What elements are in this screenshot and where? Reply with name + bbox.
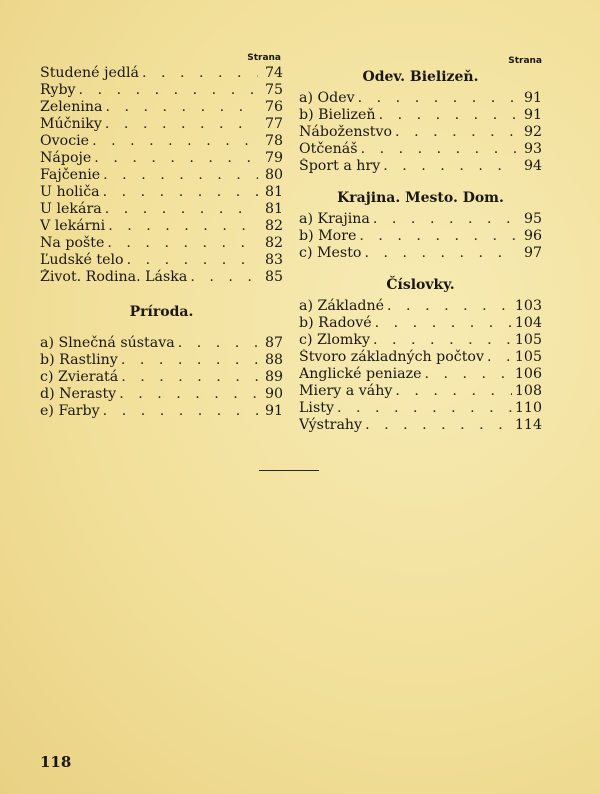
toc-entry bbox=[299, 90, 542, 107]
leader-dots bbox=[142, 65, 258, 82]
toc-entry-page: 91 bbox=[523, 107, 542, 123]
toc-entry bbox=[299, 298, 542, 315]
toc-entry-page: 82 bbox=[264, 218, 283, 234]
toc-entry-label: Anglické peniaze bbox=[299, 366, 422, 382]
toc-entry-label: Múčniky bbox=[40, 116, 102, 132]
toc-entry-label: a) Odev bbox=[299, 90, 355, 106]
leader-dots bbox=[79, 82, 258, 99]
toc-entry-page: 93 bbox=[523, 141, 542, 157]
toc-entry-page: 90 bbox=[264, 386, 283, 402]
toc-entry bbox=[299, 228, 542, 245]
toc-entry-label: b) More bbox=[299, 228, 357, 244]
priroda-list bbox=[40, 335, 283, 420]
leader-dots bbox=[127, 252, 258, 269]
toc-entry bbox=[299, 107, 542, 124]
toc-entry-label: Ľudské telo bbox=[40, 252, 124, 268]
odev-list bbox=[299, 90, 542, 175]
leader-dots bbox=[383, 158, 517, 175]
toc-entry bbox=[40, 184, 283, 201]
toc-entry-label: Náboženstvo bbox=[299, 124, 393, 140]
toc-entry-page: 85 bbox=[264, 269, 283, 285]
toc-entry-page: 79 bbox=[264, 150, 283, 166]
leader-dots bbox=[108, 218, 258, 235]
toc-entry-label: Výstrahy bbox=[299, 417, 363, 433]
leader-dots bbox=[121, 352, 258, 369]
section-title-priroda: Príroda. bbox=[129, 304, 194, 320]
toc-entry bbox=[40, 386, 283, 403]
toc-entry bbox=[299, 400, 542, 417]
toc-entry-label: V lekárni bbox=[40, 218, 106, 234]
toc-entry-page: 108 bbox=[514, 383, 542, 399]
toc-entry-page: 105 bbox=[514, 349, 542, 365]
toc-entry-page: 88 bbox=[264, 352, 283, 368]
toc-entry-label: c) Zlomky bbox=[299, 332, 370, 348]
toc-entry-page: 81 bbox=[264, 184, 283, 200]
toc-entry-label: Listy bbox=[299, 400, 334, 416]
leader-dots bbox=[105, 99, 258, 116]
leader-dots bbox=[379, 107, 517, 124]
toc-entry-page: 110 bbox=[514, 400, 542, 416]
toc-entry-page: 106 bbox=[514, 366, 542, 382]
toc-entry-label: a) Slnečná sústava bbox=[40, 335, 175, 351]
leader-dots bbox=[92, 133, 258, 150]
leader-dots bbox=[487, 349, 512, 366]
leader-dots bbox=[178, 335, 258, 352]
toc-entry-label: Na pošte bbox=[40, 235, 105, 251]
toc-entry bbox=[40, 252, 283, 269]
toc-entry bbox=[40, 218, 283, 235]
leader-dots bbox=[387, 298, 512, 315]
toc-entry-page: 92 bbox=[523, 124, 542, 140]
toc-entry bbox=[40, 269, 283, 286]
left-list bbox=[40, 65, 283, 286]
section-title-krajina: Krajina. Mesto. Dom. bbox=[337, 190, 504, 206]
leader-dots bbox=[373, 211, 517, 228]
toc-entry-page: 96 bbox=[523, 228, 542, 244]
leader-dots bbox=[337, 400, 512, 417]
toc-entry-page: 95 bbox=[523, 211, 542, 227]
toc-entry-page: 105 bbox=[514, 332, 542, 348]
toc-entry-page: 103 bbox=[514, 298, 542, 314]
toc-entry-label: a) Krajina bbox=[299, 211, 370, 227]
left-column bbox=[40, 52, 283, 420]
leader-dots bbox=[94, 150, 258, 167]
section-title-cislovky: Číslovky. bbox=[386, 277, 455, 293]
leader-dots bbox=[105, 116, 258, 133]
toc-entry-label: c) Zvieratá bbox=[40, 369, 119, 385]
leader-dots bbox=[359, 228, 517, 245]
toc-entry-page: 82 bbox=[264, 235, 283, 251]
leader-dots bbox=[119, 386, 258, 403]
leader-dots bbox=[190, 269, 258, 286]
toc-entry-label: c) Mesto bbox=[299, 245, 362, 261]
toc-entry bbox=[40, 335, 283, 352]
right-column bbox=[299, 55, 542, 434]
toc-entry-label: Zelenina bbox=[40, 99, 103, 115]
toc-entry-page: 104 bbox=[514, 315, 542, 331]
toc-entry-label: a) Základné bbox=[299, 298, 385, 314]
leader-dots bbox=[365, 417, 512, 434]
leader-dots bbox=[424, 366, 511, 383]
toc-entry-label: Šport a hry bbox=[299, 158, 381, 174]
toc-entry bbox=[299, 417, 542, 434]
toc-entry bbox=[40, 403, 283, 420]
toc-entry-label: d) Nerasty bbox=[40, 386, 117, 402]
toc-entry bbox=[40, 235, 283, 252]
toc-entry-page: 83 bbox=[264, 252, 283, 268]
leader-dots bbox=[107, 235, 258, 252]
toc-entry-page: 75 bbox=[264, 82, 283, 98]
cislovky-list bbox=[299, 298, 542, 434]
toc-entry-page: 114 bbox=[514, 417, 542, 433]
leader-dots bbox=[358, 90, 517, 107]
toc-entry-label: Štvoro základných počtov bbox=[299, 349, 484, 365]
toc-entry-page: 87 bbox=[264, 335, 283, 351]
toc-entry bbox=[299, 245, 542, 262]
toc-entry bbox=[299, 158, 542, 175]
toc-entry bbox=[40, 369, 283, 386]
toc-entry-page: 81 bbox=[264, 201, 283, 217]
toc-entry-label: b) Bielizeň bbox=[299, 107, 376, 123]
toc-entry bbox=[299, 383, 542, 400]
toc-entry-page: 97 bbox=[523, 245, 542, 261]
divider-rule bbox=[259, 470, 319, 471]
toc-entry bbox=[40, 352, 283, 369]
toc-entry-page: 91 bbox=[523, 90, 542, 106]
toc-entry-label: U holiča bbox=[40, 184, 100, 200]
toc-entry bbox=[40, 167, 283, 184]
toc-entry bbox=[40, 99, 283, 116]
leader-dots bbox=[121, 369, 258, 386]
toc-entry-label: e) Farby bbox=[40, 403, 100, 419]
toc-entry bbox=[299, 315, 542, 332]
leader-dots bbox=[105, 201, 258, 218]
toc-entry bbox=[299, 349, 542, 366]
toc-entry-label: b) Rastliny bbox=[40, 352, 118, 368]
leader-dots bbox=[375, 315, 512, 332]
toc-entry bbox=[40, 82, 283, 99]
toc-entry-page: 74 bbox=[264, 65, 283, 81]
toc-entry-page: 76 bbox=[264, 99, 283, 115]
leader-dots bbox=[395, 383, 512, 400]
toc-entry-label: Život. Rodina. Láska bbox=[40, 269, 188, 285]
toc-entry bbox=[299, 124, 542, 141]
page-number: 118 bbox=[40, 753, 72, 771]
toc-entry-label: b) Radové bbox=[299, 315, 372, 331]
toc-entry bbox=[299, 141, 542, 158]
toc-entry-page: 77 bbox=[264, 116, 283, 132]
leader-dots bbox=[103, 167, 258, 184]
toc-entry-page: 94 bbox=[523, 158, 542, 174]
section-title-odev: Odev. Bielizeň. bbox=[362, 69, 479, 85]
leader-dots bbox=[364, 245, 517, 262]
toc-entry-page: 80 bbox=[264, 167, 283, 183]
krajina-list bbox=[299, 211, 542, 262]
toc-entry-label: Fajčenie bbox=[40, 167, 101, 183]
leader-dots bbox=[103, 403, 258, 420]
toc-entry-page: 91 bbox=[264, 403, 283, 419]
toc-entry-label: Studené jedlá bbox=[40, 65, 139, 81]
toc-entry-label: Ryby bbox=[40, 82, 76, 98]
toc-entry-label: Miery a váhy bbox=[299, 383, 393, 399]
leader-dots bbox=[373, 332, 512, 349]
page-column-header: Strana bbox=[247, 53, 281, 63]
toc-entry bbox=[299, 366, 542, 383]
page-column-header: Strana bbox=[508, 56, 542, 66]
toc-entry-page: 89 bbox=[264, 369, 283, 385]
toc-entry-page: 78 bbox=[264, 133, 283, 149]
toc-entry bbox=[40, 116, 283, 133]
leader-dots bbox=[361, 141, 517, 158]
toc-entry-label: U lekára bbox=[40, 201, 102, 217]
toc-entry-label: Ovocie bbox=[40, 133, 90, 149]
toc-entry bbox=[40, 133, 283, 150]
leader-dots bbox=[395, 124, 517, 141]
toc-entry bbox=[40, 65, 283, 82]
toc-entry bbox=[299, 332, 542, 349]
toc-entry bbox=[40, 201, 283, 218]
leader-dots bbox=[103, 184, 258, 201]
toc-entry-label: Nápoje bbox=[40, 150, 92, 166]
toc-entry-label: Otčenáš bbox=[299, 141, 358, 157]
toc-entry bbox=[40, 150, 283, 167]
toc-entry bbox=[299, 211, 542, 228]
